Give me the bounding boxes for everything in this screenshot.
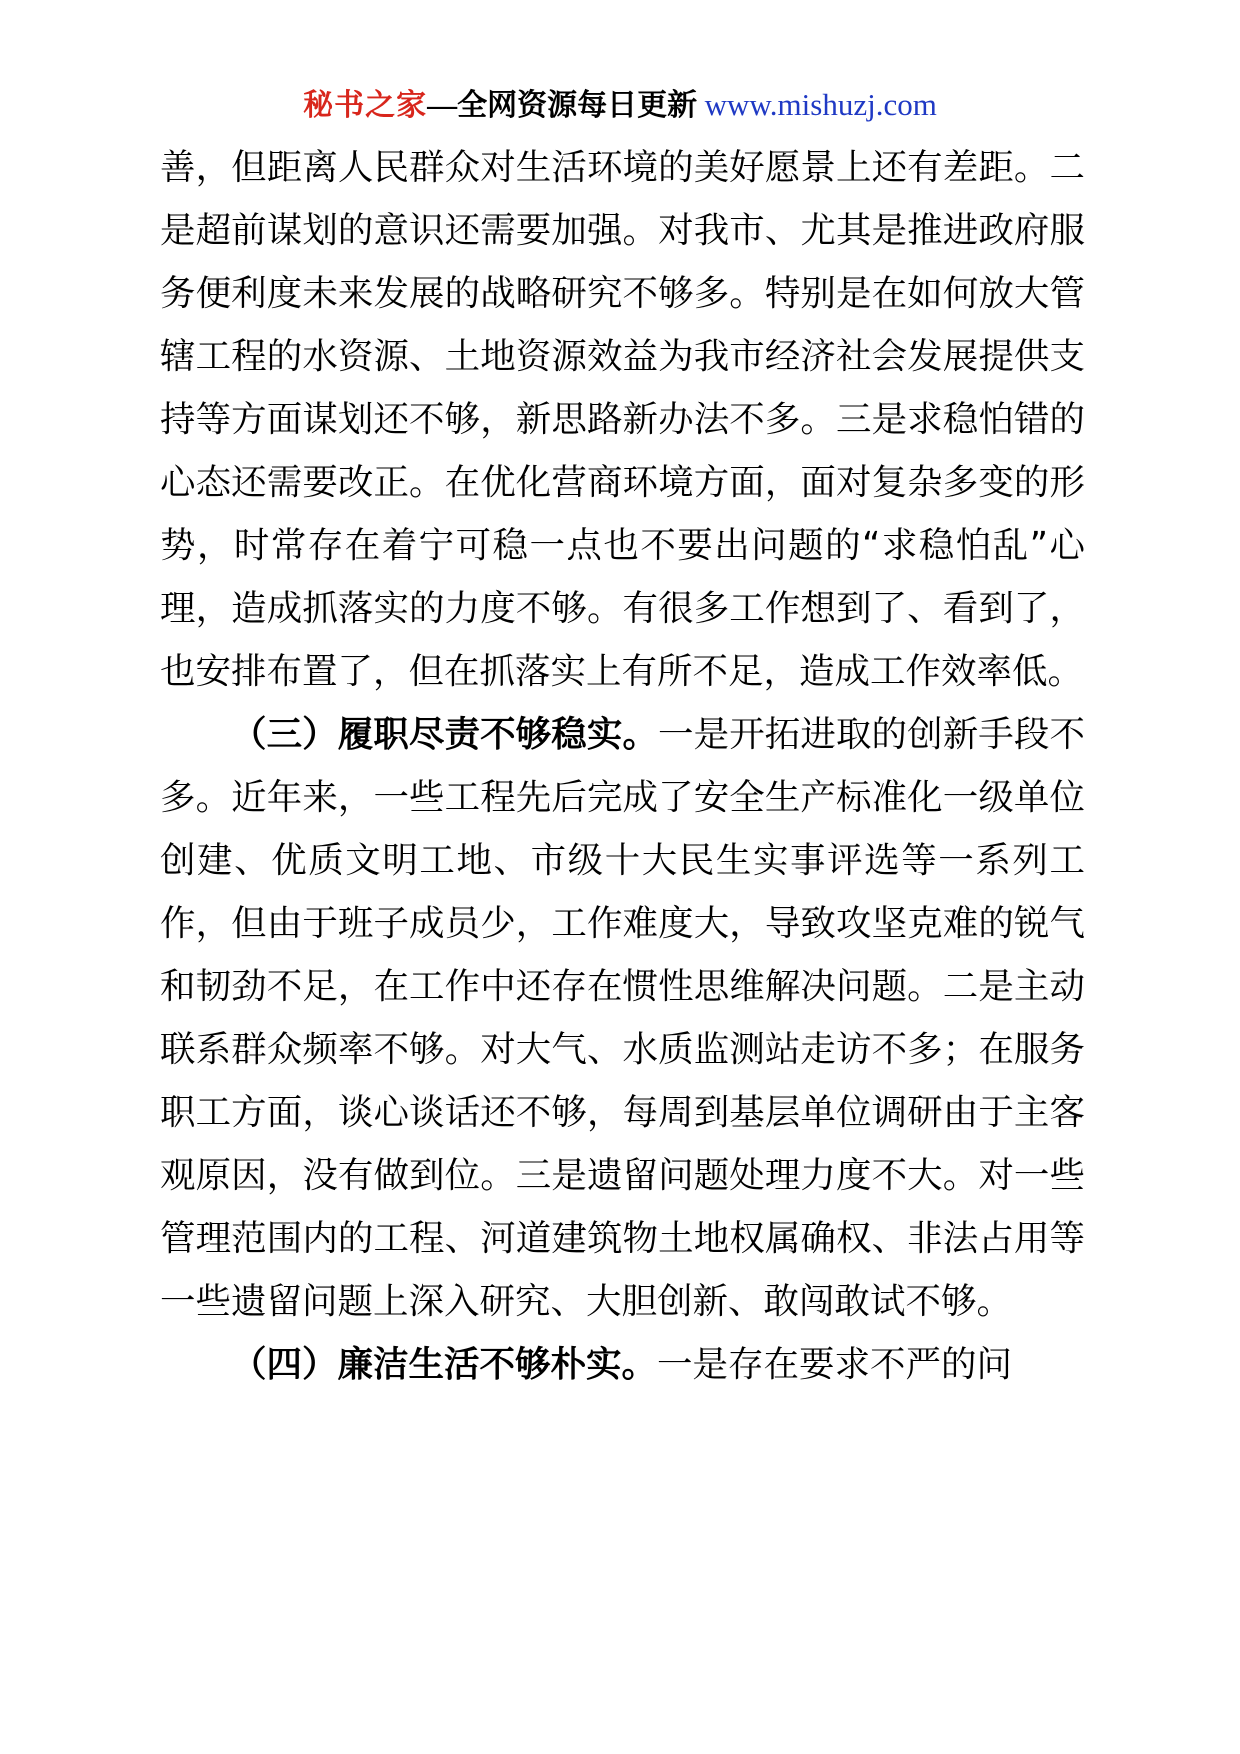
paragraph-text: 善，但距离人民群众对生活环境的美好愿景上还有差距。二是超前谋划的意识还需要加强。对我市、尤其是推进政府服务便利度未来发展的战略研究不够多。特别是在如何放大管辖工程的水资源、土地资源效益为我市经济社会发展提供支持等方面谋划还不够，新思路新办法不多。三是求稳怕错的心态还需要改正。在优化营商环境方面，面对复杂多变的形势，时常存在着宁可稳一点也不要出问题的“求稳怕乱”心理，造成抓落实的力度不够。有很多工作想到了、看到了，也安排布置了，但在抓落实上有所不足，造成工作效率低。 (160, 147, 1085, 692)
site-url[interactable]: www.mishuzj.com (704, 87, 937, 122)
section-heading-four: （四）廉洁生活不够朴实。 (231, 1344, 658, 1385)
paragraph-section-three (160, 703, 1085, 1333)
paragraph-section-four (160, 1333, 1085, 1396)
site-tagline: —全网资源每日更新 (427, 89, 698, 122)
site-brand-name: 秘书之家 (303, 89, 428, 122)
document-body (160, 136, 1085, 1396)
paragraph-continued (160, 136, 1085, 703)
section-heading-three: （三）履职尽责不够稳实。 (231, 714, 659, 755)
paragraph-text: 一是开拓进取的创新手段不多。近年来，一些工程先后完成了安全生产标准化一级单位创建、优质文明工地、市级十大民生实事评选等一系列工作，但由于班子成员少，工作难度大，导致攻坚克难的锐气和韧劲不足，在工作中还存在惯性思维解决问题。二是主动联系群众频率不够。对大气、水质监测站走访不多；在服务职工方面，谈心谈话还不够，每周到基层单位调研由于主客观原因，没有做到位。三是遗留问题处理力度不大。对一些管理范围内的工程、河道建筑物土地权属确权、非法占用等一些遗留问题上深入研究、大胆创新、敢闯敢试不够。 (160, 714, 1085, 1322)
site-watermark-header (0, 86, 1240, 124)
paragraph-text: 一是存在要求不严的问 (657, 1344, 1013, 1385)
